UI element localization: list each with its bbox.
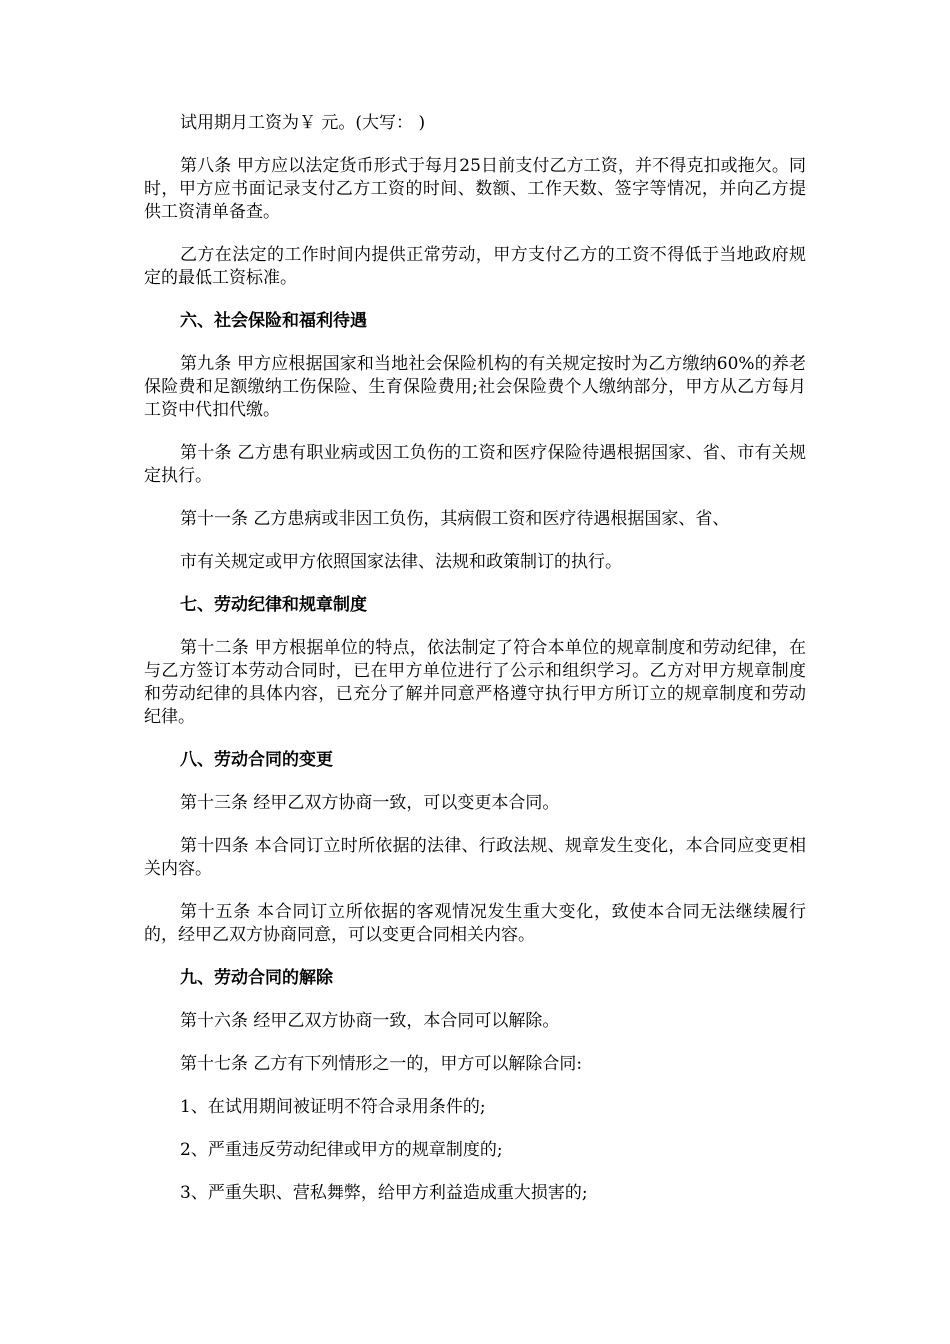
list-item: 1、在试用期间被证明不符合录用条件的; bbox=[180, 1097, 486, 1117]
document-page bbox=[144, 112, 806, 1225]
section-heading: 七、劳动纪律和规章制度 bbox=[180, 595, 367, 615]
paragraph: 第十七条 乙方有下列情形之一的，甲方可以解除合同: bbox=[180, 1054, 583, 1074]
section-heading: 八、劳动合同的变更 bbox=[180, 750, 333, 770]
paragraph: 乙方在法定的工作时间内提供正常劳动，甲方支付乙方的工资不得低于当地政府规定的最低工资标准。 bbox=[144, 245, 806, 288]
paragraph: 第九条 甲方应根据国家和当地社会保险机构的有关规定按时为乙方缴纳60%的养老保险费和足额缴纳工伤保险、生育保险费用;社会保险费个人缴纳部分，甲方从乙方每月工资中代扣代缴。 bbox=[144, 354, 806, 420]
section-heading: 九、劳动合同的解除 bbox=[180, 968, 333, 988]
paragraph: 第十四条 本合同订立时所依据的法律、行政法规、规章发生变化，本合同应变更相关内容。 bbox=[144, 836, 806, 879]
paragraph: 第八条 甲方应以法定货币形式于每月25日前支付乙方工资，并不得克扣或拖欠。同时，甲方应书面记录支付乙方工资的时间、数额、工作天数、签字等情况，并向乙方提供工资清单备查。 bbox=[144, 156, 806, 222]
list-item: 2、严重违反劳动纪律或甲方的规章制度的; bbox=[180, 1140, 503, 1160]
section-heading: 六、社会保险和福利待遇 bbox=[180, 311, 367, 331]
paragraph: 第十六条 经甲乙双方协商一致，本合同可以解除。 bbox=[180, 1011, 560, 1031]
paragraph: 第十五条 本合同订立所依据的客观情况发生重大变化，致使本合同无法继续履行的，经甲乙双方协商同意，可以变更合同相关内容。 bbox=[144, 902, 806, 945]
paragraph: 市有关规定或甲方依照国家法律、法规和政策制订的执行。 bbox=[180, 552, 622, 572]
paragraph: 第十三条 经甲乙双方协商一致，可以变更本合同。 bbox=[180, 793, 560, 813]
paragraph: 第十条 乙方患有职业病或因工负伤的工资和医疗保险待遇根据国家、省、市有关规定执行。 bbox=[144, 443, 806, 486]
paragraph: 第十一条 乙方患病或非因工负伤，其病假工资和医疗待遇根据国家、省、 bbox=[180, 509, 730, 529]
paragraph: 第十二条 甲方根据单位的特点，依法制定了符合本单位的规章制度和劳动纪律，在与乙方签订本劳动合同时，已在甲方单位进行了公示和组织学习。乙方对甲方规章制度和劳动纪律的具体内容，已充分了解并同意严格遵守执行甲方所订立的规章制度和劳动纪律。 bbox=[144, 638, 806, 727]
paragraph: 试用期月工资为￥ 元。(大写： ) bbox=[180, 113, 426, 133]
list-item: 3、严重失职、营私舞弊，给甲方利益造成重大损害的; bbox=[180, 1183, 588, 1203]
